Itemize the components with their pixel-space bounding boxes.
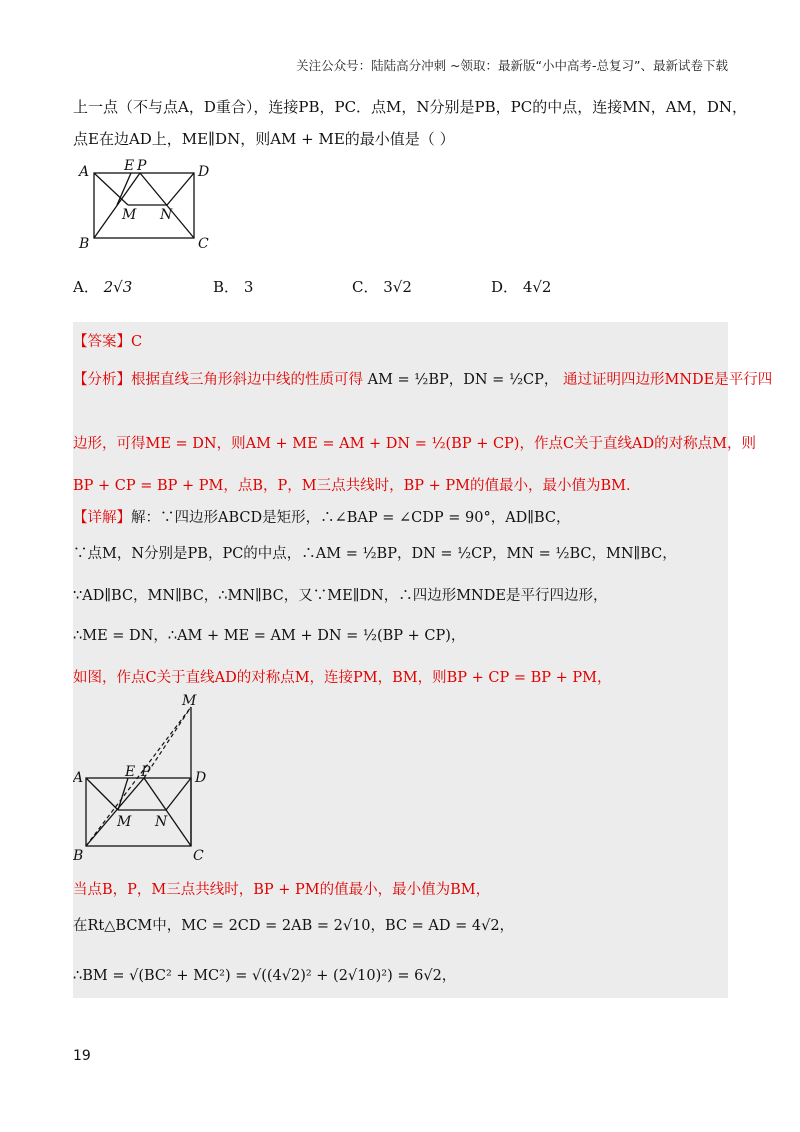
label-D: D (198, 164, 210, 180)
label-B: B (79, 236, 90, 252)
question-line-1: 上一点（不与点A，D重合），连接PB，PC．点M，N分别是PB，PC的中点，连接MN，AM，DN， (73, 98, 748, 116)
fig2-label-A: A (73, 770, 84, 786)
detail-line-7: 在Rt△BCM中，MC = 2CD = 2AB = 2√10，BC = AD = 4√2， (73, 918, 515, 934)
fig2-label-P: P (141, 764, 151, 780)
detail-line-6: 当点B，P，M三点共线时，BP + PM的值最小，最小值为BM， (73, 882, 491, 898)
option-a[interactable]: A． 2√3 (73, 278, 133, 296)
question-line-2: 点E在边AD上，ME∥DN，则AM + ME的最小值是（ ） (73, 130, 455, 148)
analysis-line-2: 边形，可得ME = DN，则AM + ME = AM + DN = ½(BP + CP)，作点C关于直线AD的对称点M，则 (73, 436, 756, 452)
options (73, 276, 673, 306)
option-b[interactable]: B． 3 (213, 278, 254, 296)
fig2-label-B: B (73, 848, 84, 862)
fig2-label-N: N (155, 814, 168, 830)
label-E: E (124, 158, 135, 174)
fig2-label-D: D (195, 770, 207, 786)
label-M: M (122, 207, 137, 223)
option-c[interactable]: C． 3√2 (352, 278, 412, 296)
fig2-label-M-top: M (182, 693, 197, 709)
analysis-line-1: 【分析】根据直线三角形斜边中线的性质可得 AM = ½BP，DN = ½CP， 通过证明四边形MNDE是平行四 (73, 372, 773, 388)
detail-line-2: ∵点M，N分别是PB，PC的中点，∴AM = ½BP，DN = ½CP，MN = ½BC，MN∥BC， (73, 546, 677, 562)
fig2-label-C: C (193, 848, 204, 862)
label-C: C (198, 236, 209, 252)
detail-line-4: ∴ME = DN，∴AM + ME = AM + DN = ½(BP + CP)， (73, 628, 466, 644)
question-figure (74, 158, 224, 254)
detail-line-1: 【详解】解：∵四边形ABCD是矩形，∴∠BAP = ∠CDP = 90°，AD∥BC， (73, 510, 571, 526)
detail-line-5: 如图，作点C关于直线AD的对称点M，连接PM，BM，则BP + CP = BP + PM， (73, 670, 612, 686)
page-header: 关注公众号：陆陆高分冲刺 ~领取：最新版“小中高考-总复习”、最新试卷下载 (296, 58, 728, 73)
analysis-line-3: BP + CP = BP + PM，点B，P，M三点共线时，BP + PM的值最小，最小值为BM． (73, 478, 641, 494)
label-N: N (160, 207, 173, 223)
answer-line: 【答案】C (73, 334, 143, 350)
fig2-label-E: E (125, 764, 136, 780)
answer-panel (73, 322, 773, 998)
label-P: P (137, 158, 147, 174)
option-d[interactable]: D． 4√2 (491, 278, 552, 296)
fig2-label-M: M (117, 814, 132, 830)
label-A: A (79, 164, 90, 180)
solution-figure (73, 692, 213, 862)
detail-line-8: ∴BM = √(BC² + MC²) = √((4√2)² + (2√10)²) = 6√2， (73, 968, 457, 984)
page-number: 19 (73, 1048, 91, 1064)
detail-line-3: ∵AD∥BC，MN∥BC，∴MN∥BC，又∵ME∥DN，∴四边形MNDE是平行四边形， (73, 588, 608, 604)
